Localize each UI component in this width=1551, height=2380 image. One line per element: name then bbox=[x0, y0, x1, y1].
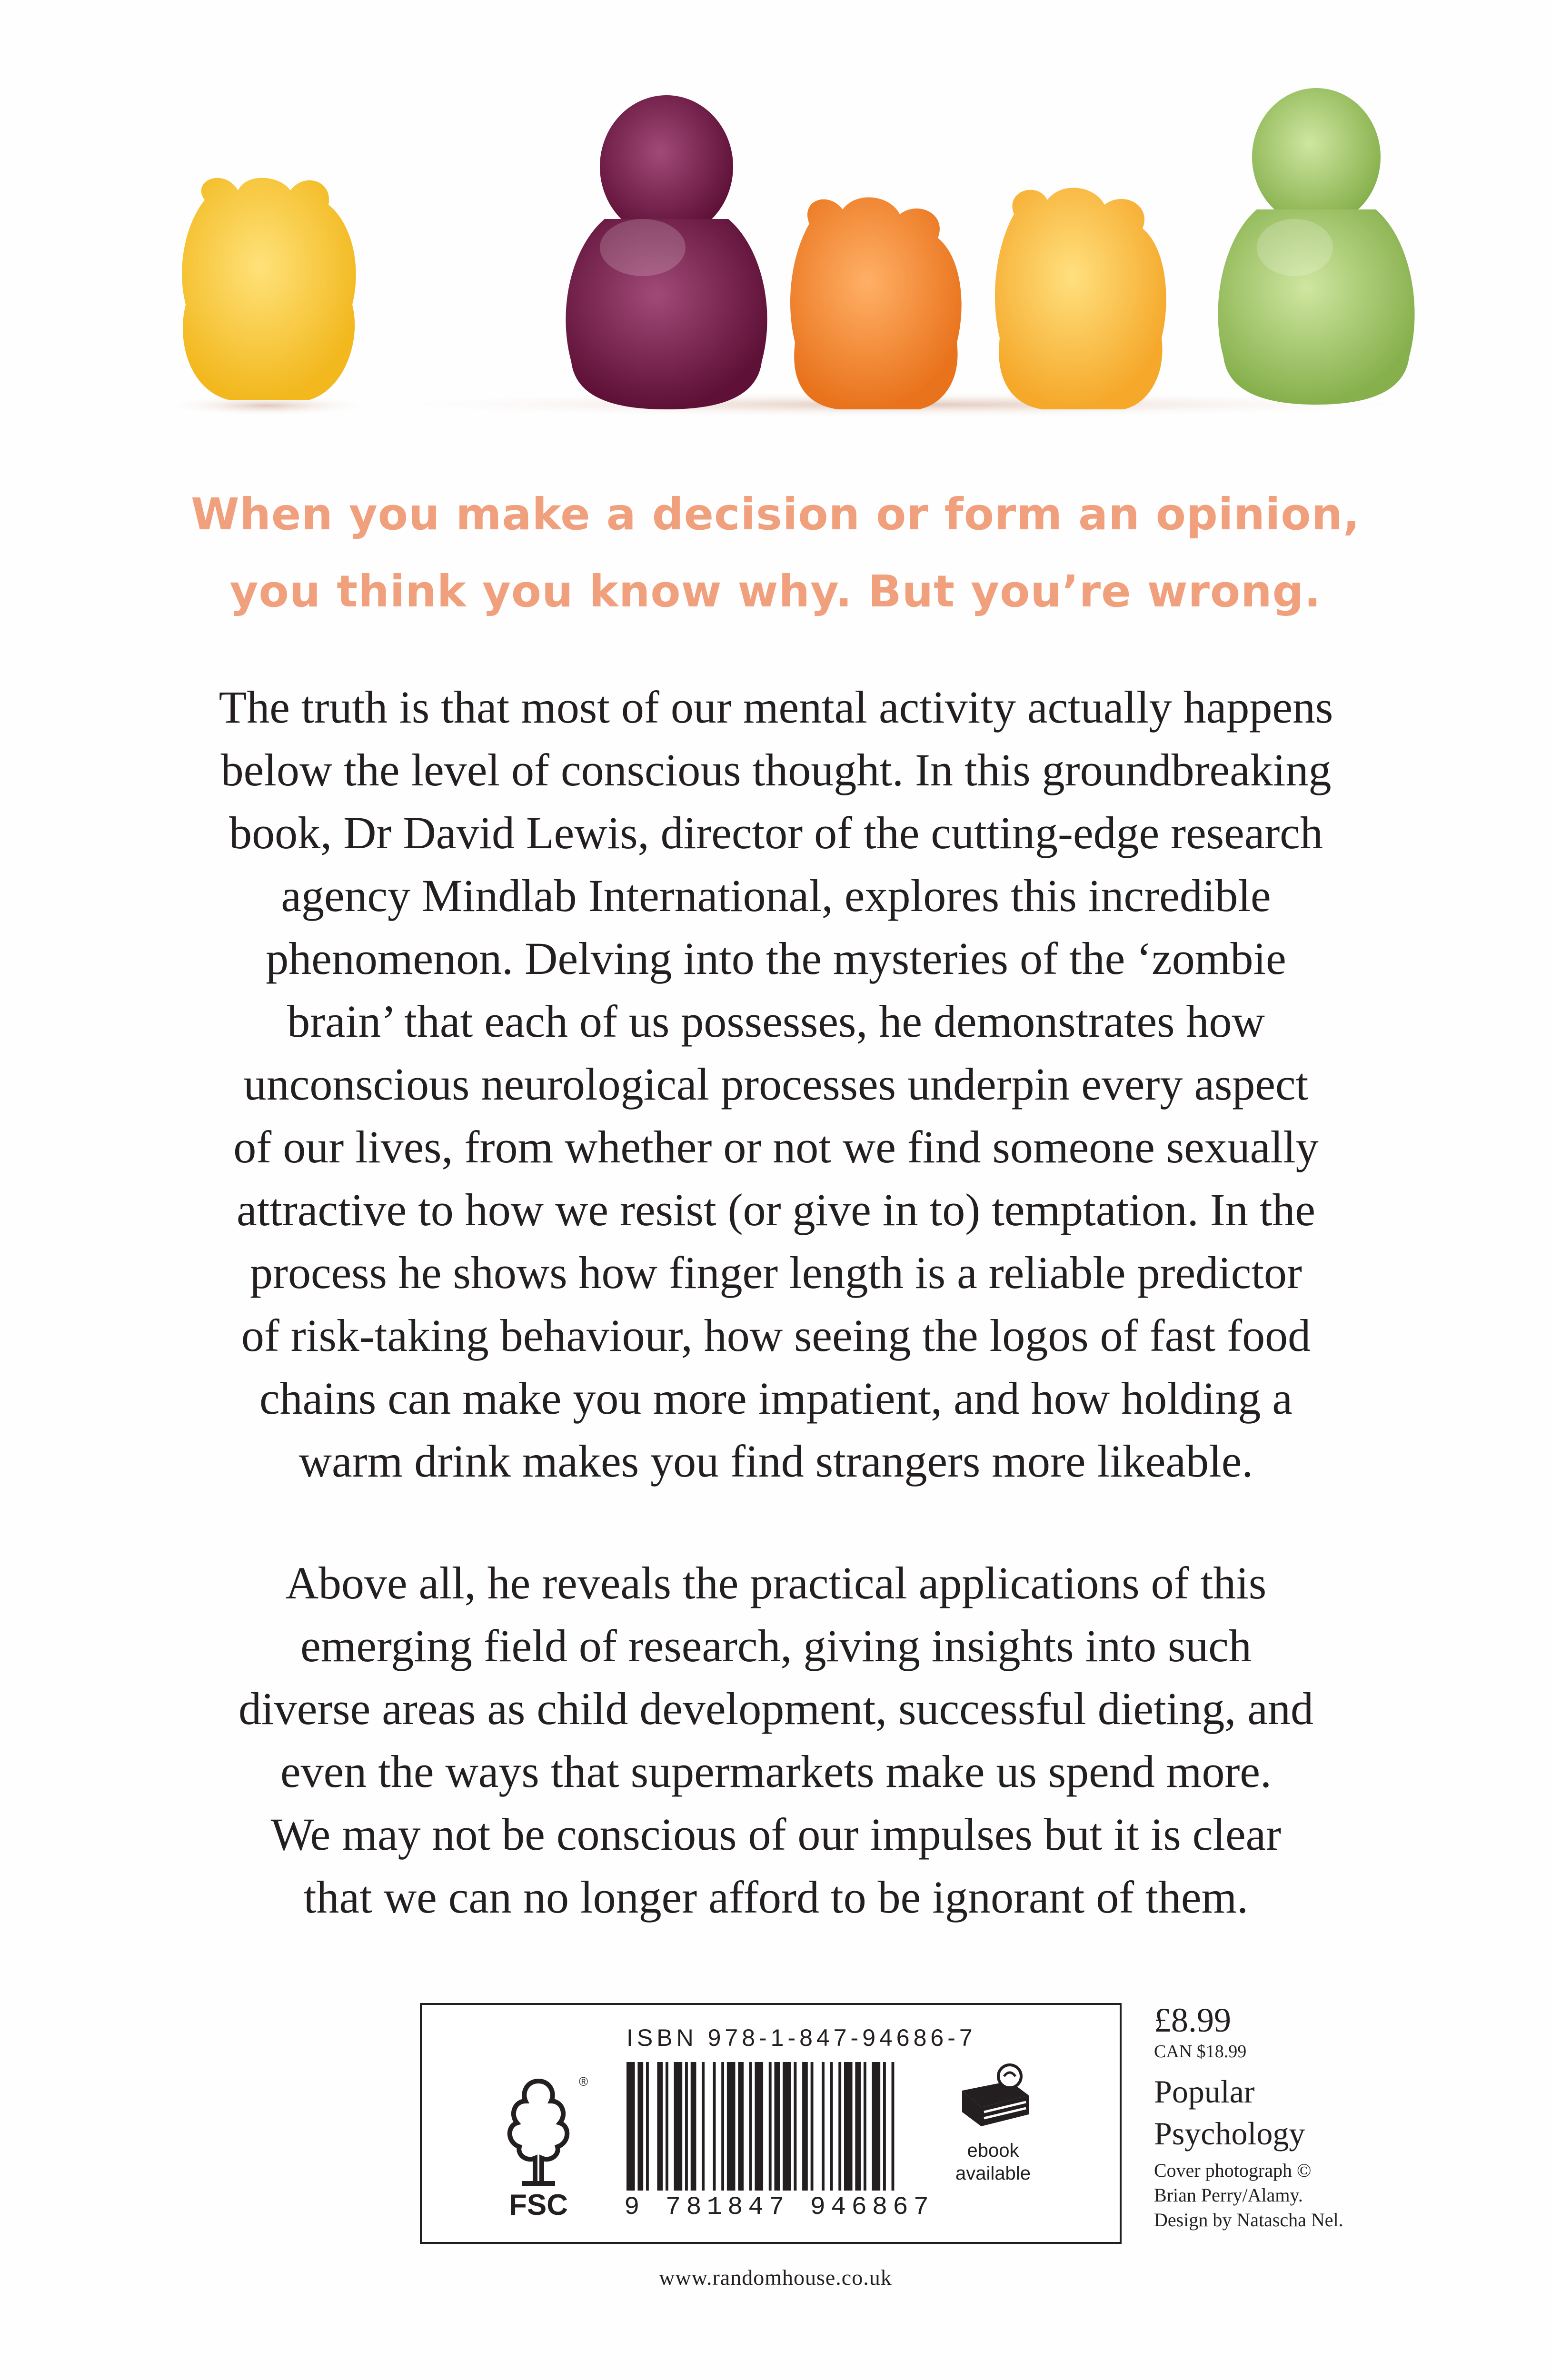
barcode-bar bbox=[637, 2062, 643, 2191]
ebook-icon bbox=[953, 2062, 1034, 2133]
barcode-bar bbox=[811, 2062, 814, 2191]
barcode-bar bbox=[738, 2062, 744, 2191]
blurb-line: The truth is that most of our mental activity actually happens bbox=[219, 682, 1333, 733]
headline-line-1: When you make a decision or form an opinion, bbox=[190, 489, 1361, 540]
registered-mark: ® bbox=[579, 2074, 588, 2089]
ebook-line-1: ebook bbox=[967, 2140, 1019, 2161]
barcode-panel bbox=[420, 2003, 1122, 2244]
barcode-bar bbox=[783, 2062, 791, 2191]
purple-sweet bbox=[566, 95, 767, 409]
barcode-bar bbox=[691, 2062, 696, 2191]
barcode-bar bbox=[769, 2062, 772, 2191]
credit-line-2: Brian Perry/Alamy. bbox=[1154, 2184, 1303, 2206]
publisher-url[interactable]: www.randomhouse.co.uk bbox=[659, 2265, 892, 2290]
credit-line-1: Cover photograph © bbox=[1154, 2160, 1312, 2181]
barcode-bar bbox=[794, 2062, 797, 2191]
blurb-line: book, Dr David Lewis, director of the cutting-edge research bbox=[229, 807, 1323, 858]
blurb-line: that we can no longer afford to be ignorant of them. bbox=[303, 1872, 1249, 1923]
isbn-label: ISBN 978-1-847-94686-7 bbox=[626, 2024, 976, 2051]
barcode-bar bbox=[702, 2062, 705, 2191]
blurb-line: emerging field of research, giving insights into such bbox=[300, 1620, 1252, 1671]
barcode-bar bbox=[830, 2062, 833, 2191]
blurb-line: brain’ that each of us possesses, he demonstrates how bbox=[287, 996, 1265, 1047]
ebook-line-2: available bbox=[955, 2163, 1031, 2184]
barcode-bar bbox=[626, 2062, 635, 2191]
barcode-bar bbox=[755, 2062, 763, 2191]
headline-line-2: you think you know why. But you’re wrong. bbox=[229, 566, 1322, 617]
green-sweet bbox=[1218, 88, 1414, 405]
blurb-line: chains can make you more impatient, and how holding a bbox=[259, 1373, 1293, 1424]
barcode-bar bbox=[775, 2062, 780, 2191]
sweets-photo bbox=[0, 0, 1551, 452]
barcode-bar bbox=[646, 2062, 649, 2191]
blurb-line: unconscious neurological processes underpin every aspect bbox=[243, 1059, 1309, 1110]
fsc-label: FSC bbox=[509, 2189, 568, 2221]
barcode-bar bbox=[713, 2062, 716, 2191]
barcode-number: 9 781847 946867 bbox=[624, 2193, 935, 2222]
blurb-line: below the level of conscious thought. In this groundbreaking bbox=[220, 744, 1332, 795]
credit-line-3: Design by Natascha Nel. bbox=[1154, 2209, 1343, 2231]
blurb-paragraph-1 bbox=[133, 676, 1419, 1493]
category-line-2: Psychology bbox=[1154, 2115, 1305, 2152]
barcode-bar bbox=[892, 2062, 895, 2191]
blurb-line: attractive to how we resist (or give in to) temptation. In the bbox=[236, 1184, 1316, 1235]
barcode-bar bbox=[802, 2062, 808, 2191]
headline bbox=[0, 476, 1551, 630]
blurb-line: Above all, he reveals the practical applications of this bbox=[285, 1557, 1267, 1608]
barcode-bar bbox=[864, 2062, 866, 2191]
barcode-bar bbox=[727, 2062, 736, 2191]
barcode-bar bbox=[844, 2062, 853, 2191]
orange-sweet bbox=[790, 198, 962, 409]
price-and-credits bbox=[1154, 2001, 1343, 2232]
blurb-line: diverse areas as child development, successful dieting, and bbox=[239, 1683, 1313, 1734]
ebook-available-label bbox=[936, 2139, 1050, 2185]
barcode-bar bbox=[855, 2062, 861, 2191]
blurb-paragraph-2 bbox=[133, 1552, 1419, 1929]
blurb-line: agency Mindlab International, explores this incredible bbox=[281, 870, 1271, 921]
blurb-line: of risk-taking behaviour, how seeing the logos of fast food bbox=[241, 1310, 1311, 1361]
barcode-bar bbox=[883, 2062, 886, 2191]
barcode-bar bbox=[674, 2062, 683, 2191]
blurb-line: process he shows how finger length is a reliable predictor bbox=[249, 1247, 1302, 1298]
category-label bbox=[1154, 2071, 1343, 2154]
fsc-tree-icon bbox=[488, 2072, 588, 2205]
blurb-line: even the ways that supermarkets make us spend more. bbox=[280, 1746, 1272, 1797]
yellow-sweet bbox=[182, 178, 356, 400]
yellow-orange-sweet bbox=[995, 188, 1166, 409]
blurb-line: We may not be conscious of our impulses but it is clear bbox=[270, 1809, 1282, 1860]
price-cad: CAN $18.99 bbox=[1154, 2042, 1247, 2062]
barcode-bar bbox=[657, 2062, 663, 2191]
barcode-bar bbox=[822, 2062, 825, 2191]
credits bbox=[1154, 2158, 1343, 2232]
sweets-illustration bbox=[0, 0, 1551, 452]
blurb-line: of our lives, from whether or not we find someone sexually bbox=[233, 1121, 1319, 1172]
barcode-bars bbox=[626, 2062, 903, 2191]
barcode-bar bbox=[872, 2062, 881, 2191]
barcode-bar bbox=[721, 2062, 724, 2191]
barcode-bar bbox=[838, 2062, 841, 2191]
blurb-line: phenomenon. Delving into the mysteries of the ‘zombie bbox=[266, 933, 1286, 984]
barcode-bar bbox=[749, 2062, 752, 2191]
category-line-1: Popular bbox=[1154, 2073, 1255, 2110]
barcode-bar bbox=[666, 2062, 668, 2191]
price-gbp: £8.99 bbox=[1154, 2001, 1231, 2039]
blurb-line: warm drink makes you find strangers more likeable. bbox=[298, 1436, 1253, 1487]
barcode-bar bbox=[685, 2062, 688, 2191]
